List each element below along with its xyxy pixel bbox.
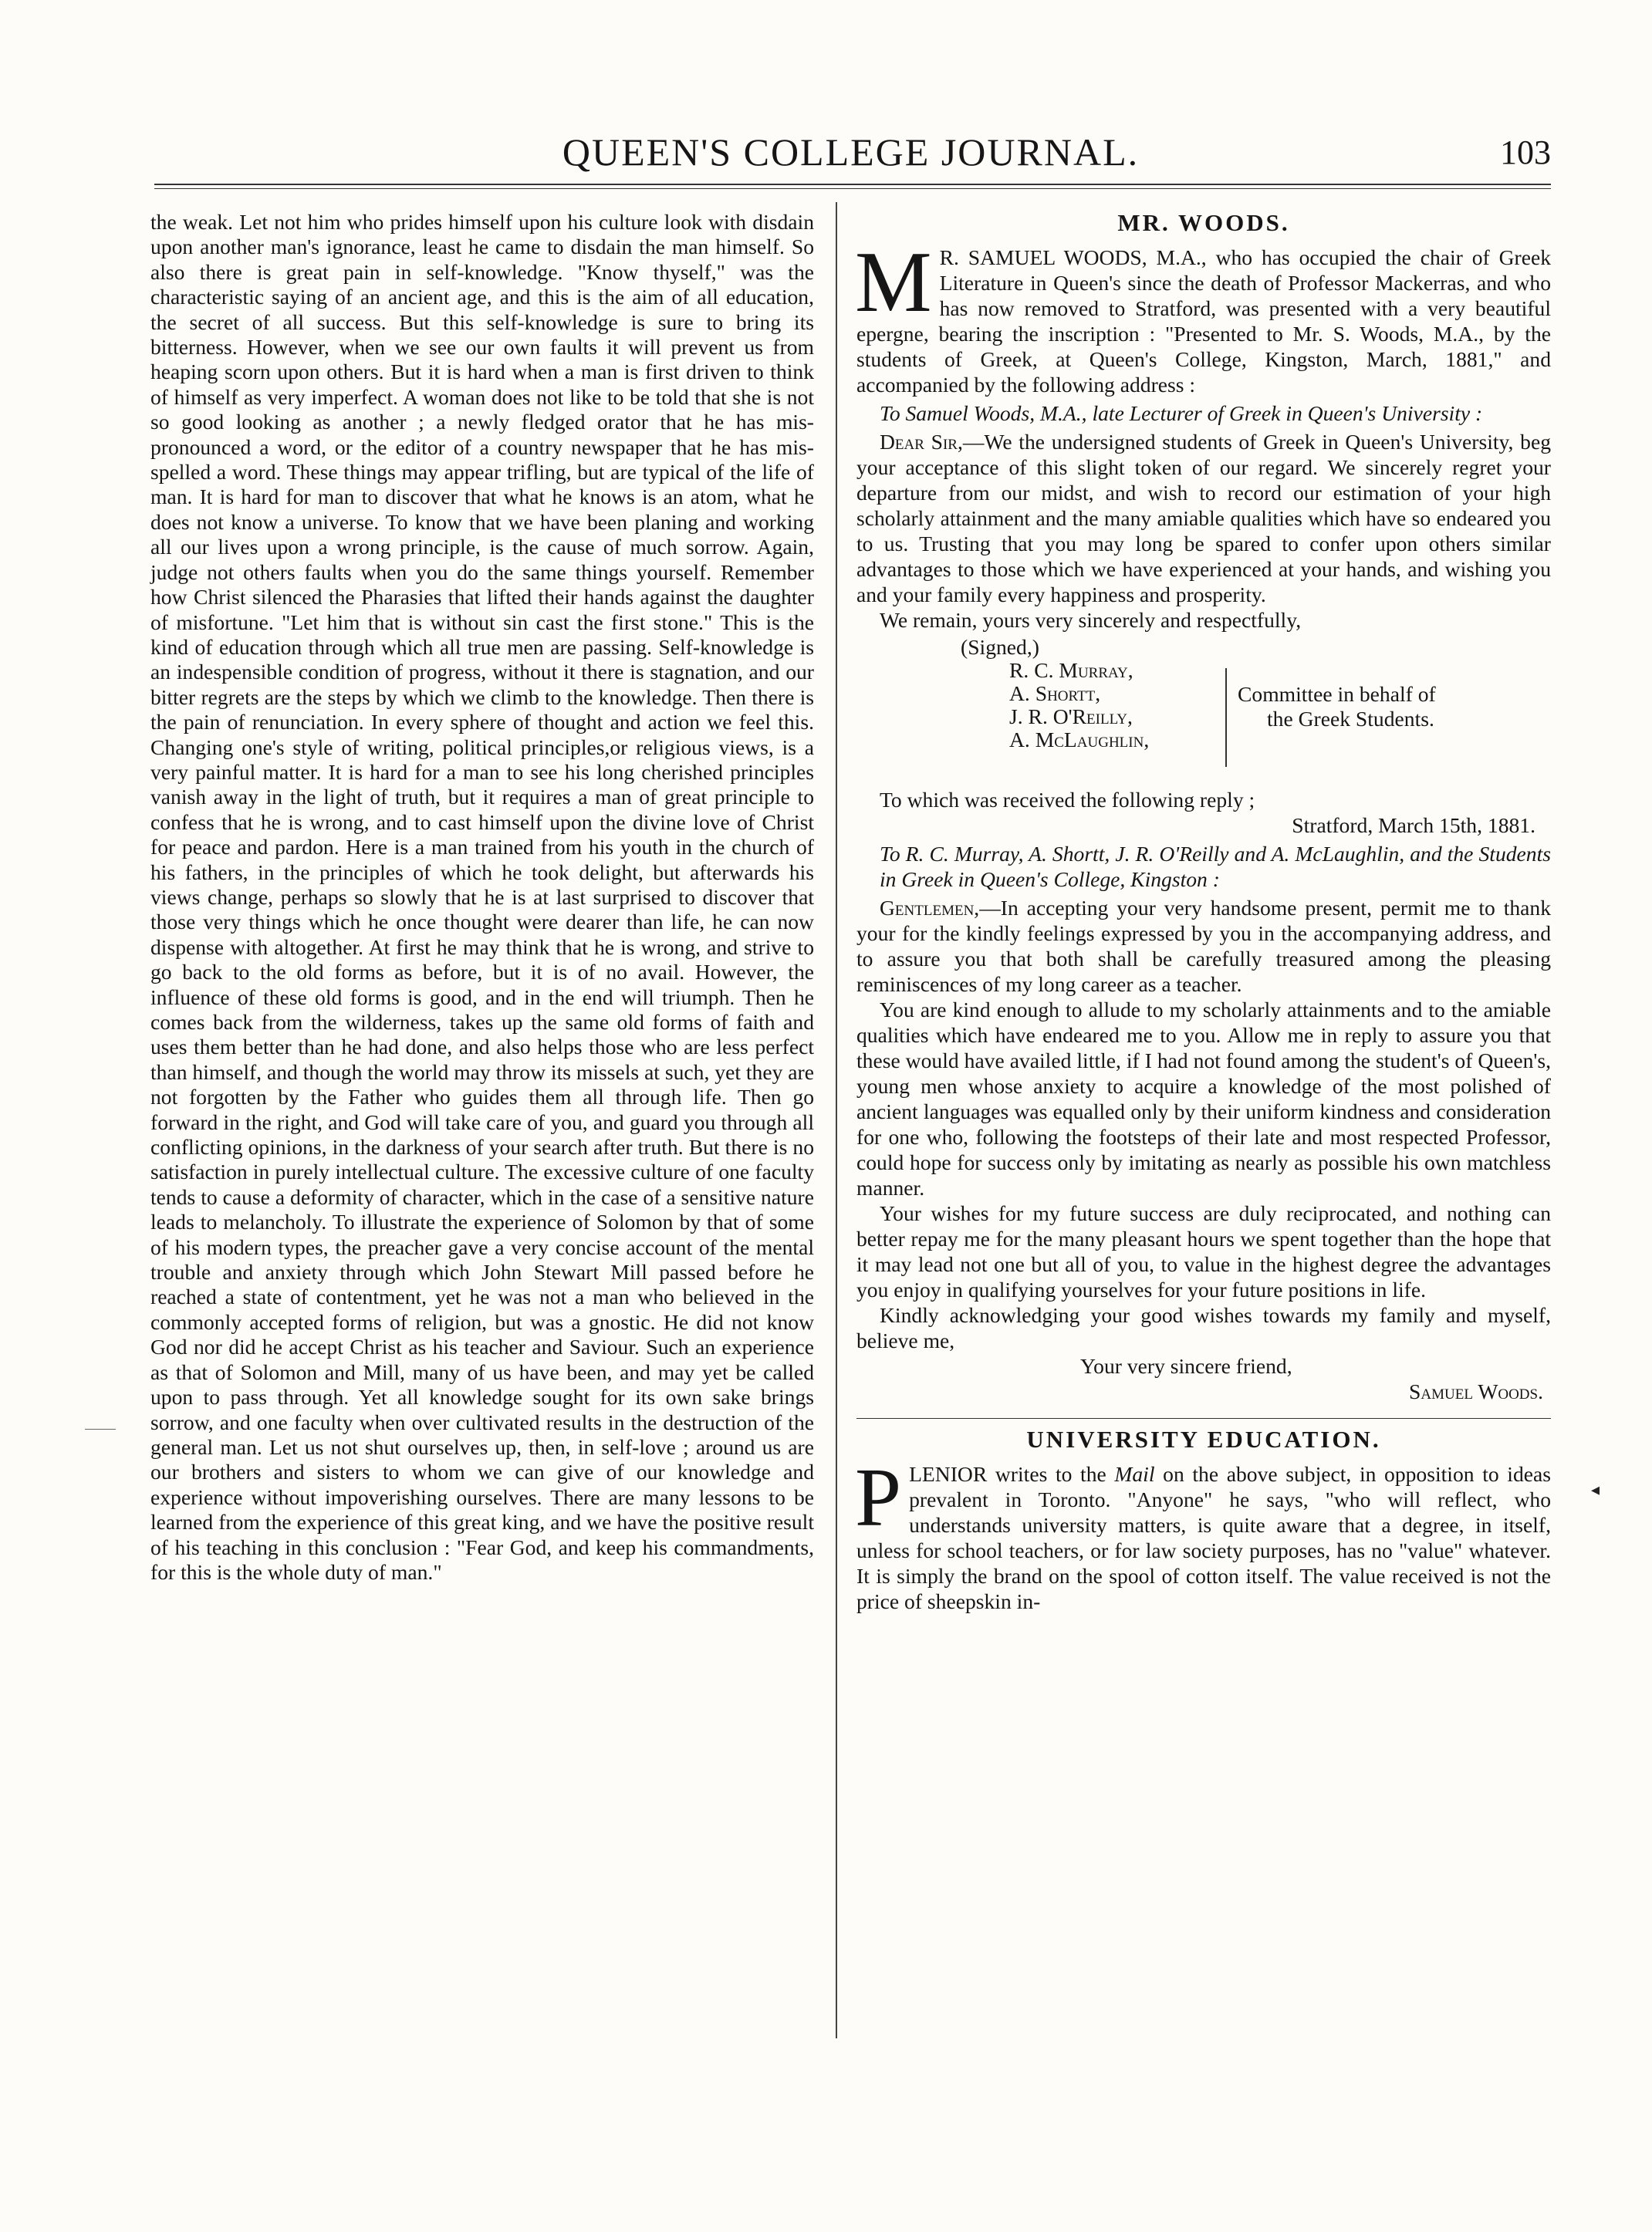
margin-dash	[85, 1429, 116, 1430]
reply-paragraph-3: Your wishes for my future success are duly reciprocated, and nothing can better repay me for the many pleasant hours we spent together than the hope that it may lead not one but all of you, to value in the highest degree the advantages you enjoy in qualifying yourselves for your future positions in life.	[856, 1201, 1551, 1302]
ue-text-rest: on the above subject, in opposition to ideas prevalent in Toronto. "Anyone" he says, "who will reflect, who understands university matters, is quite aware that a degree, in itself, unless for school teachers, or for law society purposes, has no "value" whatever. It is simply the brand on the spool of cotton itself. The value received is not the price of sheepskin in-	[856, 1462, 1551, 1613]
reply-signature: Samuel Woods.	[1409, 1379, 1543, 1403]
signatory-shortt: A. Shortt,	[1009, 681, 1101, 705]
university-education-text	[855, 1452, 1551, 1614]
right-column	[856, 202, 1551, 1614]
committee-line-2: the Greek Students.	[1267, 707, 1434, 731]
left-column	[150, 210, 814, 1585]
sermon-text: the weak. Let not him who prides himself upon his culture look with disdain upon another man's ignorance, least he came to disdain the man himself. So also there is great pain in self-knowledge. "Know thyself," was the characteristic saying of an ancient age, and this is the aim of all education, the secret of all success. But this self-knowledge is sure to bring its bitterness. However, when we see our own faults it will prevent us from heaping scorn upon others. But it is hard when a man is first driven to think of himself as very imperfect. A woman does not like to be told that she is not so good looking as another ; a newly fledged orator that he has mis-pronounced a word, or the editor of a country newspaper that he has mis-spelled a word. These things may appear trifling, but are typical of the life of man. It is hard for man to discover that what he knows is an atom, what he does not know a universe. To know that we have been planing and working all our lives upon a wrong principle, is the cause of much sorrow. Again, judge not others faults when you do the same things yourself. Remember how Christ silenced the Pharasies that lifted their hands against the daughter of misfortune. "Let him that is without sin cast the first stone." This is the kind of education through which all true men are passing. Self-knowledge is an indespensible condition of progress, without it there is stagnation, and our bitter regrets are the steps by which we climb to the knowledge. Then there is the pain of renunciation. In every sphere of thought and action we feel this. Changing one's style of writing, political principles,or religious views, is a very painful matter. It is hard for a man to see his long cherished principles vanish away in the light of truth, but it requires a man of great principle to confess that he is wrong, and to cast himself upon the divine love of Christ for peace and pardon. Here is a man trained from his youth in the church of his fathers, in the principles of which he took delight, but afterwards his views change, perhaps so slowly that he is at last surprised to discover that those very things which he once thought were dearer than life, he can now dispense with altogether. At first he may think that he is wrong, and strive to go back to the old forms as before, but it is of no avail. However, the influence of these old forms is good, and in the end will triumph. Then he comes back from the wilderness, takes up the same old forms of faith and uses them better than he had done, and also helps those who are less perfect than himself, and though the world may throw its missels at such, yet they are not forgotten by the Father who guides them all through life. Then go forward in the right, and God will take care of you, and guard you through all conflicting opinions, in the darkness of your search after truth. But there is no satisfaction in purely intellectual culture. The excessive culture of one faculty tends to cause a deformity of character, which in the case of a sensitive nature leads to melancholy. To illustrate the experience of Solomon by that of some of his modern types, the preacher gave a very concise account of the mental trouble and anxiety through which John Stewart Mill passed before he reached a state of contentment, yet he was not a man who believed in the commonly accepted forms of religion, but was a gnostic. He did not know God nor did he accept Christ as his teacher and Saviour. Such an experience as that of Solomon and Mill, many of us have been, and may yet be called upon to pass through. Yet all knowledge sought for its own sake brings sorrow, and one faculty when over cultivated results in the destruction of the general man. Let us not shut ourselves up, then, in self-love ; around us are our brothers and sisters to whom we can give of our knowledge and experience without impoverishing ourselves. There are many lessons to be learned from the experience of this great king, and we have the positive result of his teaching in this conclusion : "Fear God, and keep his commandments, for this is the whole duty of man."	[150, 210, 814, 1584]
mr-woods-title: MR. WOODS.	[1117, 209, 1290, 236]
signatory-murray: R. C. Murray,	[1009, 658, 1133, 682]
address-body	[856, 429, 1551, 607]
reply-intro: To which was received the following reply ;	[880, 788, 1255, 812]
address-body-text: —We the undersigned students of Greek in Queen's University, beg your acceptance of this slight token of our regard. We sincerely regret your departure from our midst, and wish to record our estimation of your high scholarly attainment and the many amiable qualities which have so endeared you to us. Trusting that you may long be spared to confer upon others similar advantages to those which we have experienced at your hands, and wishing you and your family every happiness and prosperity.	[856, 430, 1552, 606]
ue-text-start: LENIOR writes to the	[909, 1462, 1115, 1486]
reply-salutation: Gentlemen,	[880, 896, 980, 920]
signed-label: (Signed,)	[961, 635, 1039, 659]
page-number: 103	[1500, 133, 1551, 171]
committee-line-1: Committee in behalf of	[1238, 682, 1436, 706]
signatory-mclaughlin: A. McLaughlin,	[1009, 728, 1150, 751]
reply-paragraph-4: Kindly acknowledging your good wishes towards my family and myself, believe me,	[856, 1303, 1551, 1352]
reply-closing: Your very sincere friend,	[1080, 1354, 1292, 1378]
dropcap-m: M	[855, 235, 932, 330]
signature-brace	[1218, 668, 1227, 767]
column-divider	[836, 202, 837, 2038]
signatory-oreilly: J. R. O'Reilly,	[1009, 704, 1133, 728]
address-to: To Samuel Woods, M.A., late Lecturer of Greek in Queen's University :	[880, 401, 1483, 425]
signature-block	[856, 634, 1551, 782]
margin-mark-icon: ◂	[1591, 1480, 1600, 1499]
reply-paragraph-2: You are kind enough to allude to my scholarly attainments and to the amiable qualities which have endeared me to you. Allow me in reply to assure you that these would have availed little, if I had not found among the student's of Queen's, young men whose anxiety to acquire a knowledge of the most polished of ancient languages was equalled only by their uniform kindness and consideration for one who, following the footsteps of their late and most respected Professor, could hope for success only by imitating as nearly as possible his own matchless manner.	[856, 998, 1551, 1200]
ue-mail-title: Mail	[1114, 1462, 1155, 1486]
reply-addressee: To R. C. Murray, A. Shortt, J. R. O'Reilly and A. McLaughlin, and the Students in Greek in Queen's College, Kingston :	[880, 842, 1551, 891]
section-rule	[856, 1418, 1551, 1419]
committee-note	[1238, 682, 1436, 731]
we-remain: We remain, yours very sincerely and respectfully,	[880, 608, 1302, 632]
reply-paragraph-1	[856, 895, 1551, 997]
dropcap-p: P	[855, 1452, 902, 1544]
signatory-list	[1009, 659, 1149, 751]
reply-paragraph-1-text: —In accepting your very handsome present, permit me to thank your for the kindly feelings expressed by you in the accompanying address, and to assure you that both shall be carefully treasured among the pleasing reminiscences of my long career as a teacher.	[856, 896, 1551, 996]
mr-woods-intro	[855, 235, 1551, 397]
reply-date: Stratford, March 15th, 1881.	[1292, 813, 1535, 837]
page-header	[150, 116, 1551, 177]
mr-woods-intro-text: R. SAMUEL WOODS, M.A., who has occupied the chair of Greek Literature in Queen's since the death of Professor Mackerras, and who has now removed to Stratford, was presented with a very beautiful epergne, bearing the inscription : "Presented to Mr. S. Woods, M.A., by the students of Greek, at Queen's College, Kingston, March, 1881," and accompanied by the following address :	[856, 245, 1551, 397]
university-education-title: UNIVERSITY EDUCATION.	[1026, 1426, 1381, 1453]
address-salutation: Dear Sir,	[880, 430, 963, 454]
header-rule	[154, 184, 1551, 189]
masthead: QUEEN'S COLLEGE JOURNAL.	[562, 130, 1140, 174]
